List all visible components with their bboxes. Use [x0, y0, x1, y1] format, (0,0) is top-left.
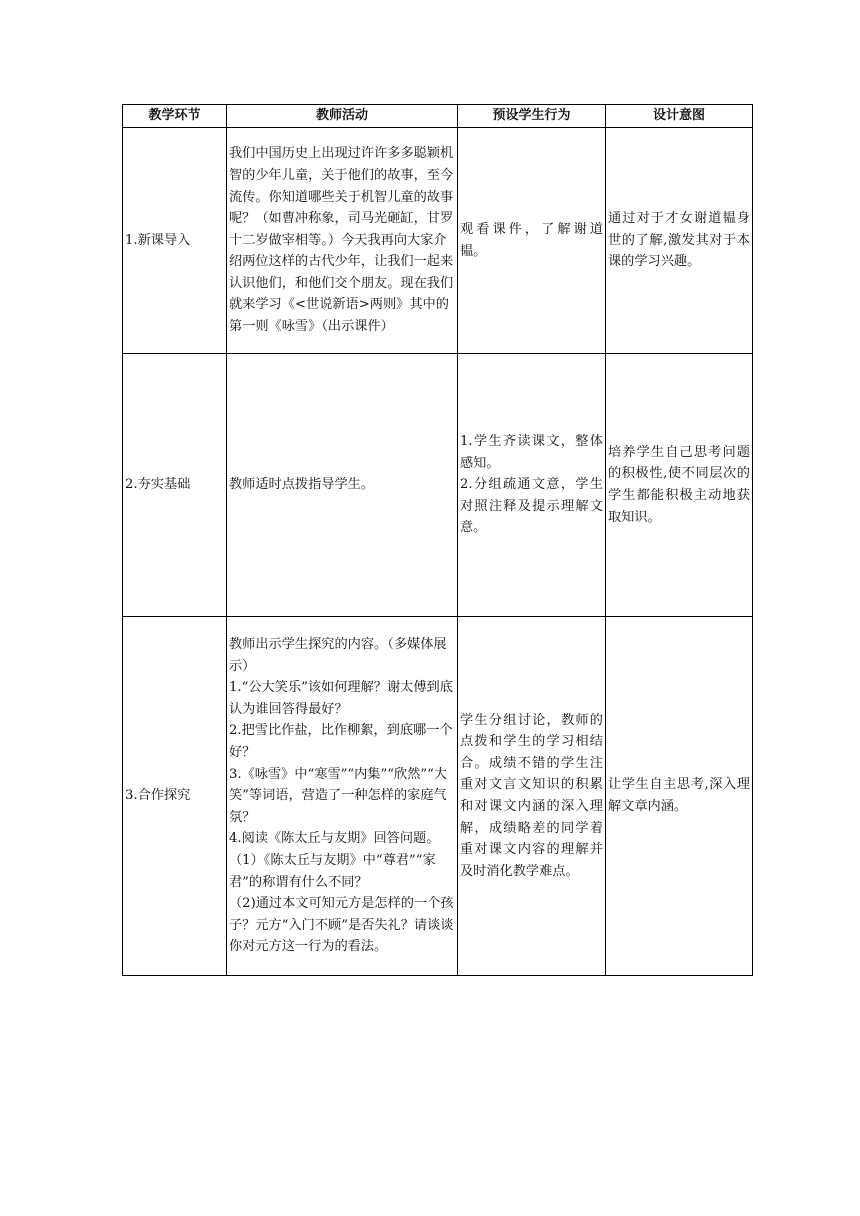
cell-text: 2.把雪比作盐，比作柳絮，到底哪一个好？ [229, 723, 453, 761]
stage-cell: 3.合作探究 [123, 617, 227, 976]
cell-text: （1）《陈太丘与友期》中“尊君”“家君”的称谓有什么不同？ [229, 852, 436, 890]
cell-text: 培养学生自己思考问题的积极性,使不同层次的学生都能积极主动地获取知识。 [608, 444, 750, 525]
header-design-intent: 设计意图 [606, 105, 753, 128]
cell-text: 通过对于才女谢道韫身世的了解,激发其对于本课的学习兴趣。 [608, 211, 750, 270]
cell-text: 学生分组讨论，教师的点拨和学生的学习相结合。成绩不错的学生注重对文言文知识的积累和对课文内涵的深入理解，成绩略差的同学着重对课文内容的理解并及时消化教学难点。 [460, 712, 603, 879]
student-behavior-cell [458, 128, 606, 354]
table-row [123, 354, 753, 617]
teacher-activity-cell [227, 617, 458, 976]
design-intent-cell [606, 128, 753, 354]
student-behavior-cell [458, 617, 606, 976]
cell-text: 我们中国历史上出现过许许多多聪颖机智的少年儿童，关于他们的故事，至今流传。你知道哪些关于机智儿童的故事呢？（如曹冲称象，司马光砸缸，甘罗十二岁做宰相等。）今天我再向大家介绍两位这样的古代少年，让我们一起来认识他们，和他们交个朋友。现在我们就来学习《<世说新语>两则》其中的第一则《咏雪》（出示课件） [229, 146, 454, 335]
design-intent-cell [606, 617, 753, 976]
teacher-activity-cell [227, 128, 458, 354]
student-behavior-cell [458, 354, 606, 617]
header-stage: 教学环节 [123, 105, 227, 128]
cell-text: 观看课件，了解谢道韫。 [460, 221, 603, 259]
cell-text: 3.《咏雪》中“寒雪”“内集”“欣然”“大笑”等词语，营造了一种怎样的家庭气氛？ [229, 766, 448, 825]
cell-text: 教师适时点拨指导学生。 [229, 477, 375, 493]
header-student-behavior: 预设学生行为 [458, 105, 606, 128]
table-header-row [123, 105, 753, 128]
cell-text: 让学生自主思考,深入理解文章内涵。 [608, 777, 750, 814]
stage-cell: 1.新课导入 [123, 128, 227, 354]
cell-text: （2)通过本文可知元方是怎样的一个孩子？元方“入门不顾”是否失礼？请谈谈你对元方这一行为的看法。 [229, 896, 454, 955]
cell-text: 2.分组疏通文意，学生对照注释及提示理解文意。 [460, 477, 603, 536]
header-teacher-activity: 教师活动 [227, 105, 458, 128]
design-intent-cell [606, 354, 753, 617]
teacher-activity-cell [227, 354, 458, 617]
lesson-plan-table [122, 104, 753, 976]
cell-text: 1.学生齐读课文，整体感知。 [460, 434, 603, 471]
table-row [123, 617, 753, 976]
cell-text: 4.阅读《陈太丘与友期》回答问题。 [229, 831, 440, 847]
stage-cell: 2.夯实基础 [123, 354, 227, 617]
cell-text: 1.“公大笑乐”该如何理解？谢太傅到底认为谁回答得最好？ [229, 680, 453, 717]
cell-text: 教师出示学生探究的内容。（多媒体展示） [229, 637, 447, 674]
table-row [123, 128, 753, 354]
